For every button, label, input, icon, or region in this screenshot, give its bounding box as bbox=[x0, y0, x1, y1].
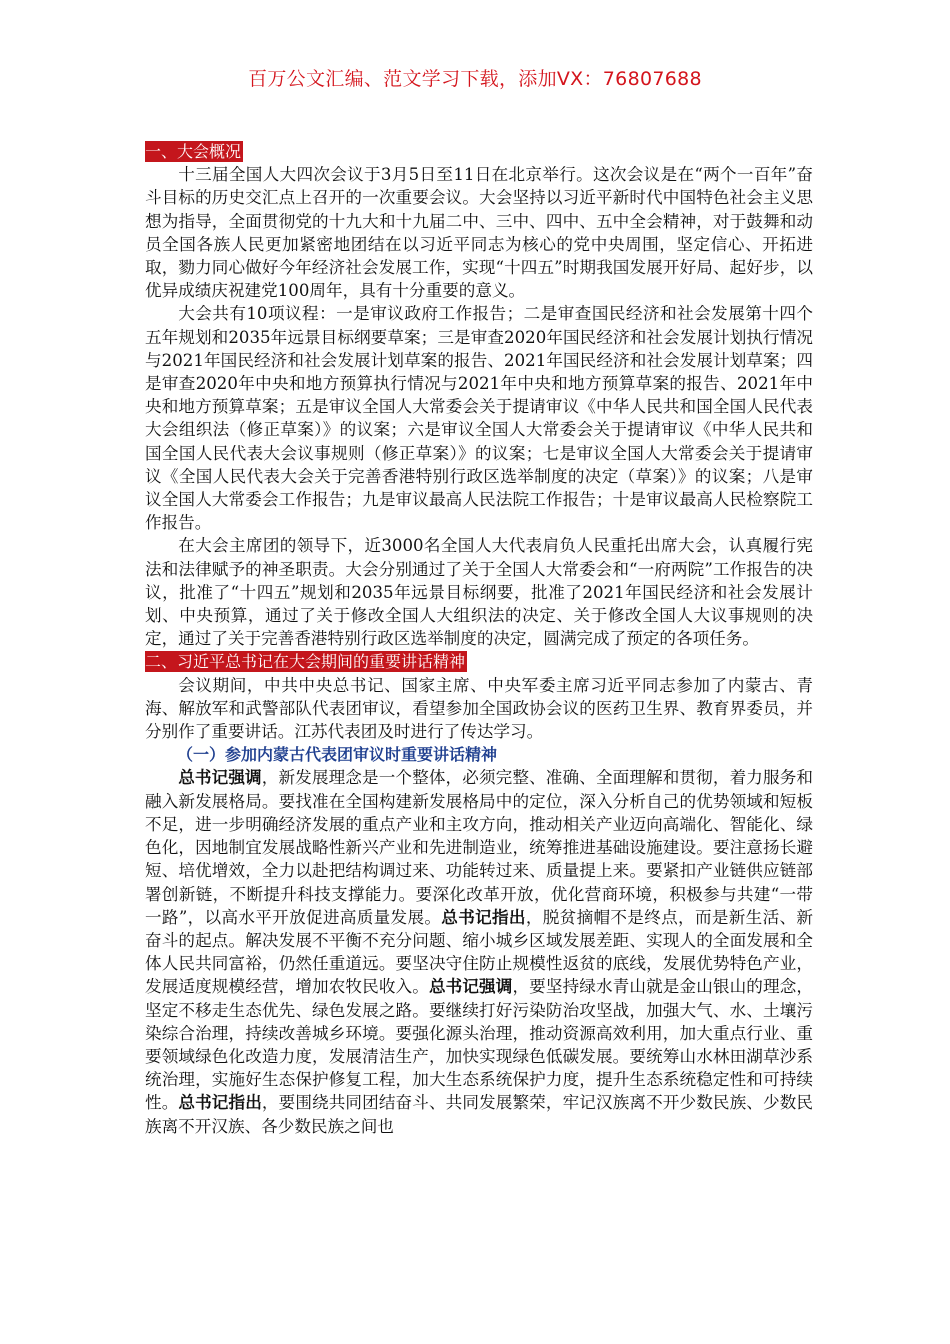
emphasis-label: 总书记指出 bbox=[441, 906, 526, 927]
paragraph: 十三届全国人大四次会议于3月5日至11日在北京举行。这次会议是在“两个一百年”奋斗目标的历史交汇点上召开的一次重要会议。大会坚持以习近平新时代中国特色社会主义思想为指导，全面贯彻党的十九大和十九届二中、三中、四中、五中全会精神，对于鼓舞和动员全国各族人民更加紧密地团结在以习近平同志为核心的党中央周围，坚定信心、开拓进取，勠力同心做好今年经济社会发展工作，实现“十四五”时期我国发展开好局、起好步，以优异成绩庆祝建党100周年，具有十分重要的意义。 bbox=[145, 165, 813, 301]
paragraph: 会议期间，中共中央总书记、国家主席、中央军委主席习近平同志参加了内蒙古、青海、解放军和武警部队代表团审议，看望参加全国政协会议的医药卫生界、教育界委员，并分别作了重要讲话。江苏代表团及时进行了传达学习。 bbox=[145, 675, 813, 742]
emphasis-label: 总书记强调 bbox=[178, 767, 262, 788]
emphasis-label: 总书记强调 bbox=[428, 976, 513, 997]
document-body bbox=[145, 140, 813, 1138]
paragraph-text: ，新发展理念是一个整体，必须完整、准确、全面理解和贯彻，着力服务和融入新发展格局。要找准在全国构建新发展格局中的定位，深入分析自己的优势领域和短板不足，进一步明确经济发展的重点产业和主攻方向，推动相关产业迈向高端化、智能化、绿色化，因地制宜发展战略性新兴产业和先进制造业，统筹推进基础设施建设。要注意扬长避短、培优增效，全力以赴把结构调过来、功能转过来、质量提上来。要紧扣产业链供应链部署创新链，不断提升科技支撑能力。要深化改革开放，优化营商环境，积极参与共建“一带一路”，以高水平开放促进高质量发展。 bbox=[145, 768, 814, 927]
paragraph-text: ，要坚持绿水青山就是金山银山的理念，坚定不移走生态优先、绿色发展之路。要继续打好污染防治攻坚战，加强大气、水、土壤污染综合治理，持续改善城乡环境。要强化源头治理，推动资源高效利用，加大重点行业、重要领域绿色化改造力度，发展清洁生产，加快实现绿色低碳发展。要统筹山水林田湖草沙系统治理，实施好生态保护修复工程，加大生态系统保护力度，提升生态系统稳定性和可持续性。 bbox=[145, 977, 814, 1113]
paragraph: 在大会主席团的领导下，近3000名全国人大代表肩负人民重托出席大会，认真履行宪法和法律赋予的神圣职责。大会分别通过了关于全国人大常委会和“一府两院”工作报告的决议，批准了“十四五”规划和2035年远景目标纲要，批准了2021年国民经济和社会发展计划、中央预算，通过了关于修改全国人大组织法的决定、关于修改全国人大议事规则的决定，通过了关于完善香港特别行政区选举制度的决定，圆满完成了预定的各项任务。 bbox=[145, 536, 813, 649]
emphasis-label: 总书记指出 bbox=[178, 1092, 262, 1113]
paragraph-text: ，脱贫摘帽不是终点，而是新生活、新奋斗的起点。解决发展不平衡不充分问题、缩小城乡区域发展差距、实现人的全面发展和全体人民共同富裕，仍然任重道远。要坚决守住防止规模性返贫的底线，发展优势特色产业，发展适度规模经营，增加农牧民收入。 bbox=[145, 907, 814, 997]
section-heading-1: 一、大会概况 bbox=[145, 142, 242, 161]
paragraph-speech bbox=[145, 766, 813, 1137]
watermark-banner: 百万公文汇编、范文学习下载，添加VX：76807688 bbox=[248, 68, 702, 90]
subsection-heading: （一）参加内蒙古代表团审议时重要讲话精神 bbox=[177, 745, 498, 765]
paragraph-text: ，要围绕共同团结奋斗、共同发展繁荣，牢记汉族离不开少数民族、少数民族离不开汉族、各少数民族之间也 bbox=[145, 1093, 814, 1136]
paragraph: 大会共有10项议程：一是审议政府工作报告；二是审查国民经济和社会发展第十四个五年规划和2035年远景目标纲要草案；三是审查2020年国民经济和社会发展计划执行情况与2021年国民经济和社会发展计划草案的报告、2021年国民经济和社会发展计划草案；四是审查2020年中央和地方预算执行情况与2021年中央和地方预算草案的报告、2021年中央和地方预算草案；五是审议全国人大常委会关于提请审议《中华人民共和国全国人民代表大会组织法（修正草案）》的议案；六是审议全国人大常委会关于提请审议《中华人民共和国全国人民代表大会议事规则（修正草案）》的议案；七是审议全国人大常委会关于提请审议《全国人民代表大会关于完善香港特别行政区选举制度的决定（草案）》的议案；八是审议全国人大常委会工作报告；九是审议最高人民法院工作报告；十是审议最高人民检察院工作报告。 bbox=[145, 304, 813, 533]
section-heading-2: 二、习近平总书记在大会期间的重要讲话精神 bbox=[145, 652, 466, 672]
